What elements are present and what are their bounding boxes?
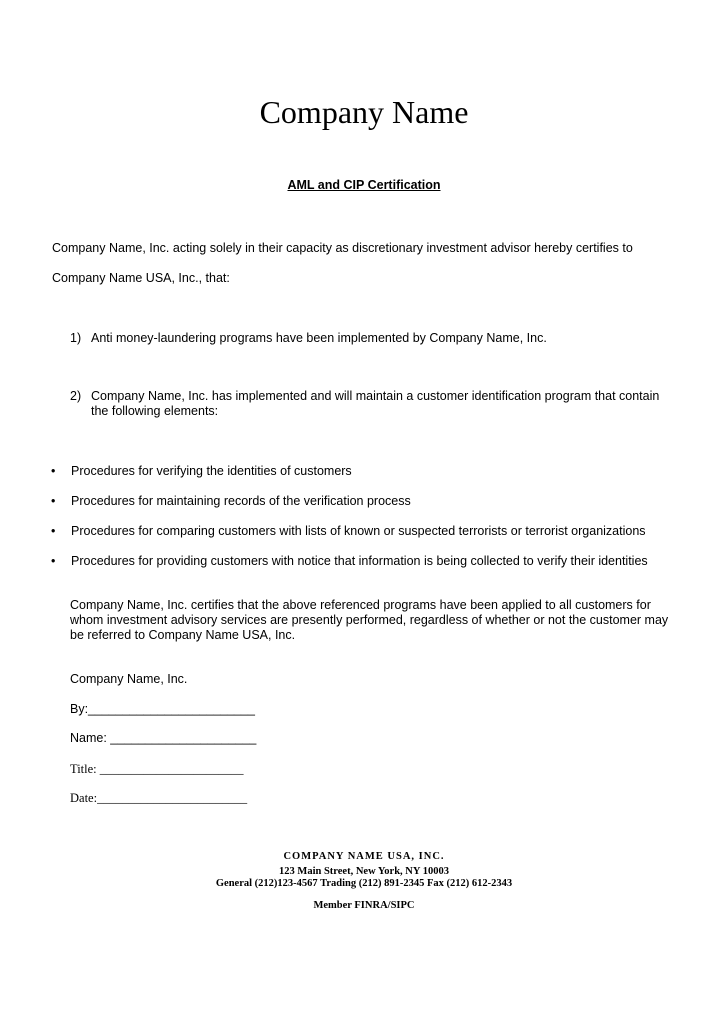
footer-company: COMPANY NAME USA, INC. xyxy=(283,851,445,862)
list-item xyxy=(51,554,691,569)
numbered-item-text: Anti money-laundering programs have been implemented by Company Name, Inc. xyxy=(91,331,547,345)
bullet-icon: • xyxy=(51,494,56,508)
numbered-item-text: Company Name, Inc. has implemented and will maintain a customer identification program that contain xyxy=(91,389,660,403)
numbered-item-1 xyxy=(70,331,690,346)
certification-paragraph-line-2: whom investment advisory services are presently performed, regardless of whether or not the customer may xyxy=(70,613,669,627)
bullet-text: Procedures for providing customers with notice that information is being collected to verify their identities xyxy=(71,554,648,568)
certification-paragraph-line-3: be referred to Company Name USA, Inc. xyxy=(70,628,296,642)
signature-name-field: Name: _____________________ xyxy=(70,731,257,745)
signature-title-field: Title: _______________________ xyxy=(70,762,244,776)
intro-line-1: Company Name, Inc. acting solely in their capacity as discretionary investment advisor hereby certifies to xyxy=(52,241,633,255)
footer-membership: Member FINRA/SIPC xyxy=(313,900,415,911)
bullet-text: Procedures for maintaining records of the verification process xyxy=(71,494,411,508)
list-item xyxy=(51,524,691,539)
bullet-icon: • xyxy=(51,464,56,478)
list-item xyxy=(51,464,691,479)
numbered-item-number: 2) xyxy=(70,389,82,403)
footer-address: 123 Main Street, New York, NY 10003 xyxy=(279,866,449,877)
bullet-icon: • xyxy=(51,524,56,538)
list-item xyxy=(51,494,691,509)
numbered-item-text-continued: the following elements: xyxy=(91,404,219,418)
bullet-text: Procedures for comparing customers with lists of known or suspected terrorists or terrorist organizations xyxy=(71,524,646,538)
certification-heading: AML and CIP Certification xyxy=(287,178,441,192)
company-title: Company Name xyxy=(259,94,469,130)
intro-line-2: Company Name USA, Inc., that: xyxy=(52,271,230,285)
signature-date-field: Date:________________________ xyxy=(70,791,248,805)
bullet-icon: • xyxy=(51,554,56,568)
certification-paragraph-line-1: Company Name, Inc. certifies that the above referenced programs have been applied to all customers for xyxy=(70,598,651,612)
bullet-text: Procedures for verifying the identities of customers xyxy=(71,464,352,478)
signature-by-field: By:________________________ xyxy=(70,702,255,716)
footer-phones: General (212)123-4567 Trading (212) 891-2345 Fax (212) 612-2343 xyxy=(215,878,513,889)
signature-company: Company Name, Inc. xyxy=(70,672,188,686)
numbered-item-2 xyxy=(70,389,690,419)
numbered-item-number: 1) xyxy=(70,331,82,345)
